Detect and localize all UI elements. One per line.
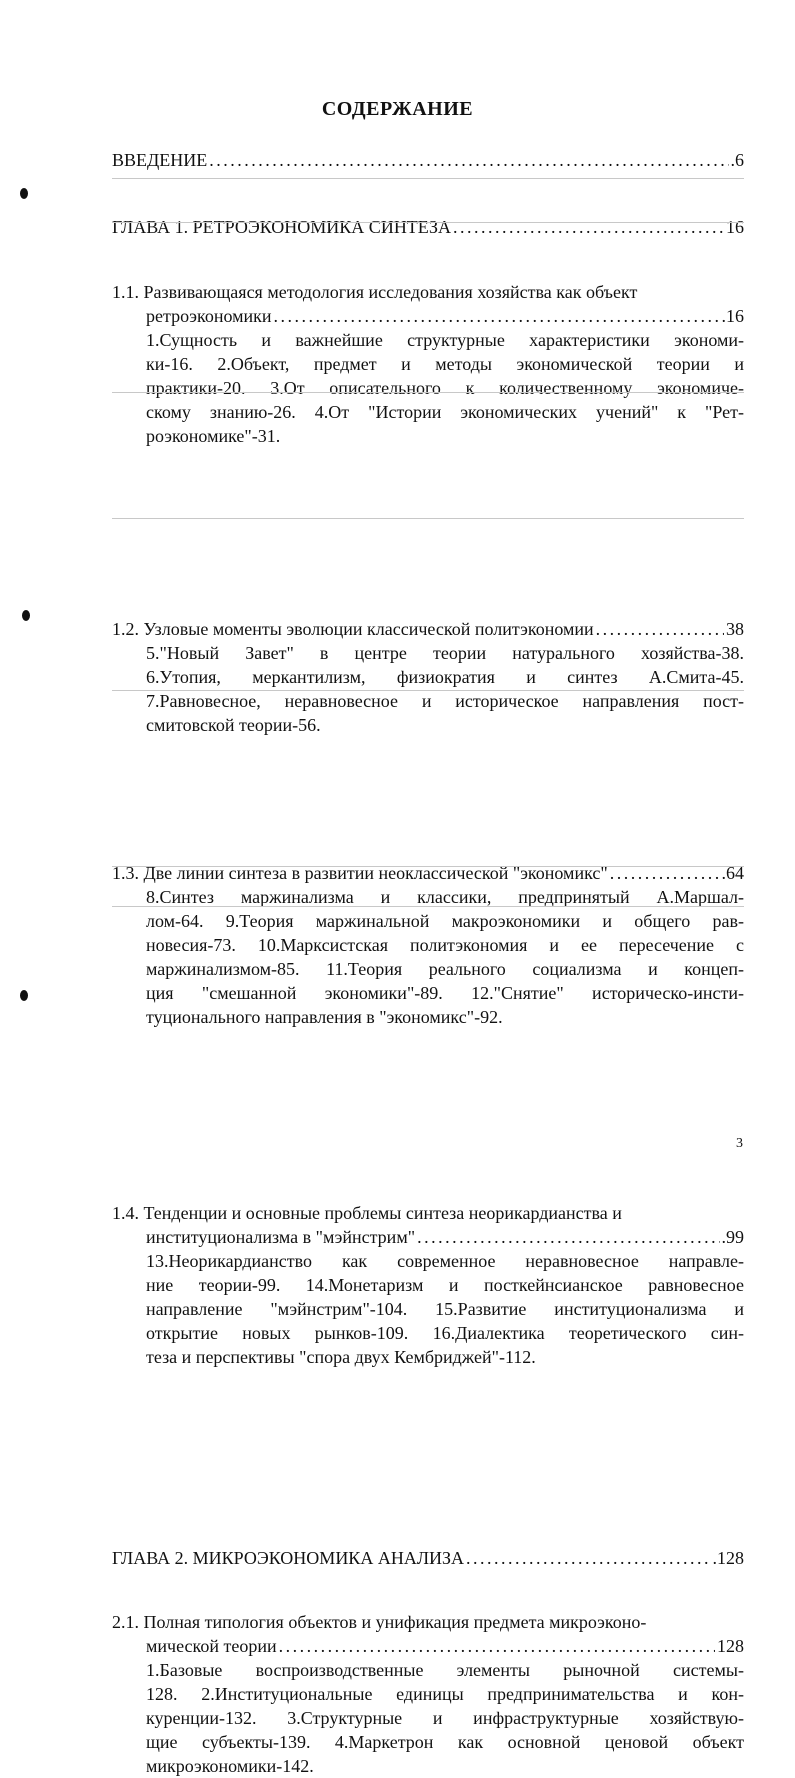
toc-section-1-2-title: 1.2. Узловые моменты эволюции классической политэкономии <box>112 619 594 639</box>
toc-chapter-2-page: .128 <box>712 1548 744 1568</box>
desc-line: туционального направления в "экономикс"-92. <box>146 1007 503 1027</box>
toc-chapter-1-label: ГЛАВА 1. РЕТРОЭКОНОМИКА СИНТЕЗА <box>112 217 452 237</box>
desc-line: микроэкономики-142. <box>146 1756 314 1776</box>
toc-section-1-1-page: .16 <box>721 306 744 326</box>
desc-line: открытие новых рынков-109. 16.Диалектика теоретического син- <box>146 1323 744 1343</box>
desc-line: маржинализмом-85. 11.Теория реального социализма и концеп- <box>146 959 744 979</box>
toc-chapter-2-label: ГЛАВА 2. МИКРОЭКОНОМИКА АНАЛИЗА <box>112 1548 465 1568</box>
desc-line: ция "смешанной экономики"-89. 12."Снятие" историческо-инсти- <box>146 983 744 1003</box>
divider <box>112 178 744 179</box>
desc-line: ние теории-99. 14.Монетаризм и посткейнсианское равновесное <box>146 1275 744 1295</box>
desc-line: 5."Новый Завет" в центре теории натурального хозяйства-38. <box>146 643 744 663</box>
toc-section-1-2-page: 38 <box>726 619 744 639</box>
toc-section-1-1-title-cont: ретроэкономики <box>146 306 272 326</box>
toc-section-1-4-title-cont: институционализма в "мэйнстрим" <box>146 1227 416 1247</box>
toc-section-1-3-title: 1.3. Две линии синтеза в развитии неоклассической "экономикс" <box>112 863 608 883</box>
desc-line: теза и перспективы "спора двух Кембриджей"-112. <box>146 1347 536 1367</box>
desc-line: 128. 2.Институциональные единицы предпринимательства и кон- <box>146 1684 744 1704</box>
toc-section-1-3 <box>112 861 744 1029</box>
binding-hole-mark <box>22 610 30 621</box>
toc-intro-label: ВВЕДЕНИЕ <box>112 150 208 170</box>
toc-section-2-1-page: 128 <box>717 1636 744 1656</box>
toc-intro-page: .6 <box>730 150 744 170</box>
desc-line: 8.Синтез маржинализма и классики, предпринятый А.Маршал- <box>146 887 744 907</box>
toc-section-2-1-title: 2.1. Полная типология объектов и унификация предмета микроэконо- <box>112 1612 647 1632</box>
desc-line: куренции-132. 3.Структурные и инфраструктурные хозяйствую- <box>146 1708 744 1728</box>
toc-intro <box>112 148 744 172</box>
desc-line: роэкономике"-31. <box>146 426 281 446</box>
toc-section-1-1-title: 1.1. Развивающаяся методология исследования хозяйства как объект <box>112 282 638 302</box>
page-title: СОДЕРЖАНИЕ <box>321 98 474 120</box>
toc-section-1-2 <box>112 617 744 737</box>
divider <box>112 906 744 907</box>
toc-section-1-2-desc <box>112 641 744 737</box>
toc-section-2-1 <box>112 1610 744 1778</box>
desc-line: лом-64. 9.Теория маржинальной макроэкономики и общего рав- <box>146 911 744 931</box>
binding-hole-mark <box>20 188 28 199</box>
desc-line: 1.Сущность и важнейшие структурные характеристики экономи- <box>146 330 744 350</box>
binding-hole-mark <box>20 990 28 1001</box>
page-number: 3 <box>736 1136 743 1151</box>
toc-section-1-4-title: 1.4. Тенденции и основные проблемы синтеза неорикардианства и <box>112 1203 622 1223</box>
desc-line: щие субъекты-139. 4.Маркетрон как основной ценовой объект <box>146 1732 744 1752</box>
toc-chapter-1 <box>112 215 744 239</box>
toc-section-1-1-desc <box>112 328 744 448</box>
toc-chapter-1-page: 16 <box>726 217 744 237</box>
desc-line: новесия-73. 10.Марксистская политэкономия и ее пересечение с <box>146 935 744 955</box>
divider <box>112 866 744 867</box>
desc-line: смитовской теории-56. <box>146 715 321 735</box>
toc-section-1-4 <box>112 1201 744 1369</box>
desc-line: направление "мэйнстрим"-104. 15.Развитие институционализма и <box>146 1299 744 1319</box>
toc-section-2-1-title-cont: мической теории <box>146 1636 277 1656</box>
divider <box>112 392 744 393</box>
toc-section-1-4-page: .99 <box>721 1227 744 1247</box>
toc-section-1-3-page: .64 <box>721 863 744 883</box>
desc-line: ки-16. 2.Объект, предмет и методы экономической теории и <box>146 354 744 374</box>
desc-line: 13.Неорикардианство как современное неравновесное направле- <box>146 1251 744 1271</box>
desc-line: 7.Равновесное, неравновесное и историческое направления пост- <box>146 691 744 711</box>
desc-line: скому знанию-26. 4.От "Истории экономических учений" к "Рет- <box>146 402 744 422</box>
toc-chapter-2 <box>112 1546 744 1570</box>
toc-section-2-1-desc <box>112 1658 744 1778</box>
divider <box>112 518 744 519</box>
toc-section-1-4-desc <box>112 1249 744 1369</box>
desc-line: 1.Базовые воспроизводственные элементы рыночной системы- <box>146 1660 744 1680</box>
toc-section-1-1 <box>112 280 744 448</box>
desc-line: 6.Утопия, меркантилизм, физиократия и синтез А.Смита-45. <box>146 667 744 687</box>
desc-line: практики-20. 3.От описательного к количественному экономиче- <box>146 378 744 398</box>
divider <box>112 690 744 691</box>
divider <box>112 222 744 223</box>
